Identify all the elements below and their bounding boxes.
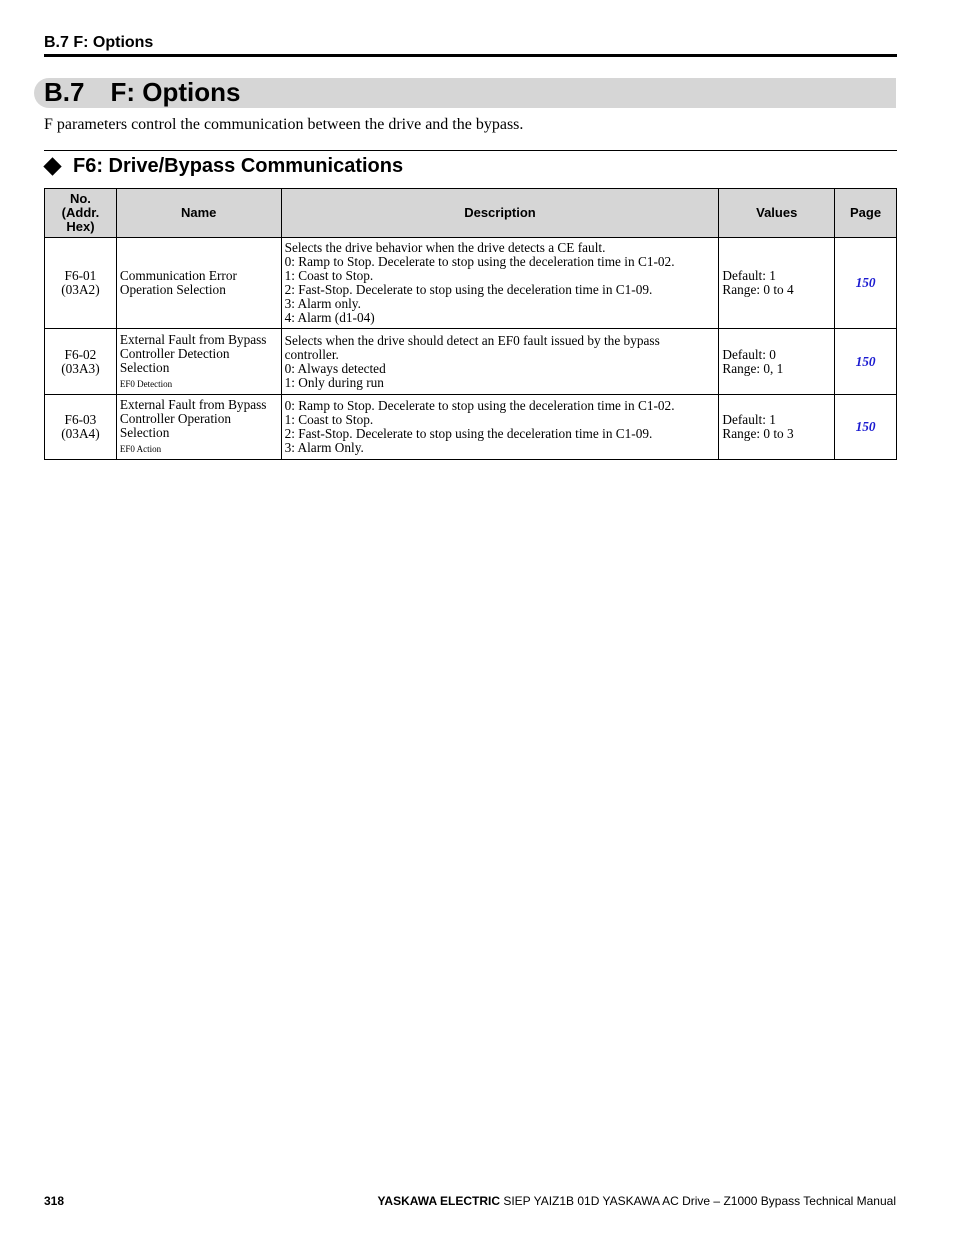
subsection-title: F6: Drive/Bypass Communications (73, 155, 404, 177)
param-description (281, 395, 719, 460)
section-text: F: Options (110, 77, 241, 107)
description-line: controller. (284, 346, 339, 362)
footer-doc (378, 1194, 896, 1208)
description-line: Selects the drive behavior when the drive detects a CE fault. (284, 240, 606, 255)
header-rule (44, 54, 897, 57)
page-link[interactable]: 150 (835, 329, 897, 395)
description-line: 0: Ramp to Stop. Decelerate to stop using the deceleration time in C1-02. (284, 398, 675, 413)
footer-brand: YASKAWA ELECTRIC (377, 1194, 500, 1208)
description-line: 1: Coast to Stop. (284, 268, 374, 283)
param-number: F6-01 (03A2) (45, 238, 117, 329)
section-title-band (34, 78, 896, 108)
subsection-rule (44, 150, 897, 151)
subsection-heading (44, 155, 403, 178)
table-row (45, 395, 897, 460)
description-line: 4: Alarm (d1-04) (284, 310, 375, 325)
section-number: B.7 (44, 77, 85, 107)
param-values: Default: 0 Range: 0, 1 (719, 329, 835, 395)
header-values: Values (719, 189, 835, 238)
page-number: 318 (44, 1194, 65, 1208)
description-line: 1: Coast to Stop. (284, 412, 374, 427)
parameter-table (44, 188, 897, 460)
param-number: F6-02 (03A3) (45, 329, 117, 395)
diamond-icon (43, 157, 61, 175)
table-row (45, 238, 897, 329)
description-line: 0: Always detected (284, 360, 386, 376)
footer-title: SIEP YAIZ1B 01D YASKAWA AC Drive – Z1000 Bypass Technical Manual (503, 1194, 896, 1208)
page-link[interactable]: 150 (835, 238, 897, 329)
description-line: 3: Alarm Only. (284, 440, 364, 455)
description-line: 0: Ramp to Stop. Decelerate to stop using the deceleration time in C1-02. (284, 254, 675, 269)
table-row (45, 329, 897, 395)
description-line: 2: Fast-Stop. Decelerate to stop using the deceleration time in C1-09. (284, 426, 653, 441)
param-name: External Fault from Bypass Controller Detection Selection EF0 Detection (116, 329, 281, 395)
description-line: 1: Only during run (284, 374, 384, 390)
header-page: Page (835, 189, 897, 238)
param-values: Default: 1 Range: 0 to 3 (719, 395, 835, 460)
param-name: Communication Error Operation Selection (116, 238, 281, 329)
param-values: Default: 1 Range: 0 to 4 (719, 238, 835, 329)
param-short-name: EF0 Action (119, 444, 162, 454)
param-name: External Fault from Bypass Controller Operation Selection EF0 Action (116, 395, 281, 460)
intro-text: F parameters control the communication between the drive and the bypass. (44, 116, 524, 133)
header-name: Name (116, 189, 281, 238)
param-short-name: EF0 Detection (119, 378, 173, 389)
param-number: F6-03 (03A4) (45, 395, 117, 460)
table-header-row (45, 189, 897, 238)
running-header: B.7 F: Options (44, 34, 154, 51)
description-line: Selects when the drive should detect an EF0 fault issued by the bypass (284, 332, 660, 348)
param-description (281, 238, 719, 329)
description-line: 3: Alarm only. (284, 296, 361, 311)
header-description: Description (281, 189, 719, 238)
description-line: 2: Fast-Stop. Decelerate to stop using the deceleration time in C1-09. (284, 282, 653, 297)
section-title (44, 77, 266, 108)
param-description (281, 329, 719, 395)
header-no: No. (Addr. Hex) (45, 189, 117, 238)
page-link[interactable]: 150 (835, 395, 897, 460)
